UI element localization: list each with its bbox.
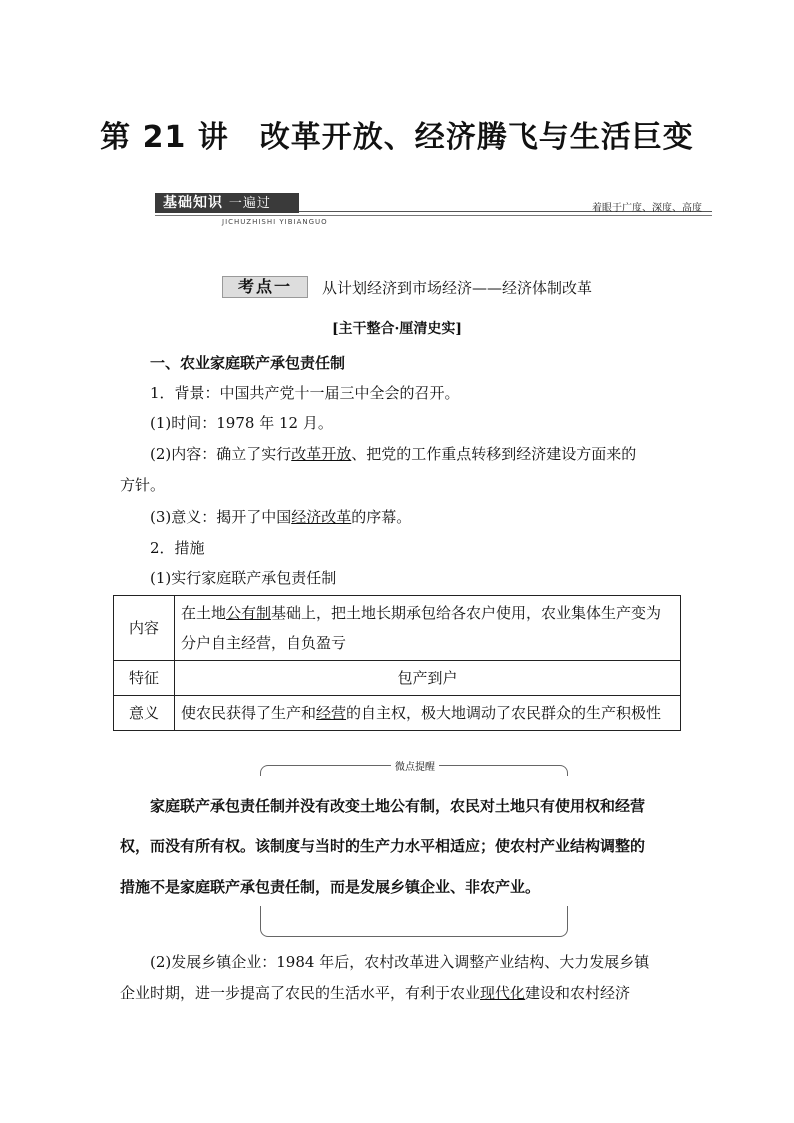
underlined-term: 经济改革 xyxy=(291,508,352,526)
tip-frame-bottom xyxy=(260,906,568,937)
page-title: 第 21 讲 改革开放、经济腾飞与生活巨变 xyxy=(100,120,694,155)
measure-1-title: (1)实行家庭联产承包责任制 xyxy=(150,569,337,587)
measure-2-line2 xyxy=(120,982,630,1003)
tip-line-2: 权，而没有所有权。该制度与当时的生产力水平相适应；使农村产业结构调整的 xyxy=(120,837,646,855)
underlined-term: 现代化 xyxy=(480,984,526,1002)
table-key: 内容 xyxy=(114,596,175,661)
tip-line-1: 家庭联产承包责任制并没有改变土地公有制，农民对土地只有使用权和经营 xyxy=(150,797,646,815)
banner-tag-text-2: 一遍过 xyxy=(228,196,271,211)
table-value xyxy=(175,696,681,731)
measures-title: 2．措施 xyxy=(150,539,205,557)
text-span: 建设和农村经济 xyxy=(525,984,631,1002)
background-content-line2: 方针。 xyxy=(120,476,166,494)
banner-pinyin: JICHUZHISHI YIBIANGUO xyxy=(222,218,328,226)
table-row xyxy=(114,661,681,696)
section-heading-1: 一、农业家庭联产承包责任制 xyxy=(150,354,346,372)
text-span: 在土地 xyxy=(181,604,227,622)
banner-motto: 着眼于广度、深度、高度 xyxy=(592,203,702,214)
table-row xyxy=(114,696,681,731)
background-meaning xyxy=(150,506,411,527)
measure-2-line1: (2)发展乡镇企业：1984 年后，农村改革进入调整产业结构、大力发展乡镇 xyxy=(150,953,650,971)
text-span: 基础上，把土地长期承包给各农户使用，农业集体生产变为分户自主经营，自负盈亏 xyxy=(181,604,662,652)
text-span: 、把党的工作重点转移到经济建设方面来的 xyxy=(351,445,637,463)
table-value: 包产到户 xyxy=(175,661,681,696)
kaodian-tag: 考点一 xyxy=(222,276,308,298)
underlined-term: 经营 xyxy=(316,704,347,722)
background-time: (1)时间：1978 年 12 月。 xyxy=(150,414,333,432)
text-span: 的序幕。 xyxy=(351,508,412,526)
tip-label-text: 微点提醒 xyxy=(391,762,439,773)
measure-table xyxy=(113,595,681,731)
text-span: 企业时期，进一步提高了农民的生活水平，有利于农业 xyxy=(120,984,481,1002)
sub-heading: [主干整合·厘清史实] xyxy=(331,321,463,337)
underlined-term: 改革开放 xyxy=(291,445,352,463)
background-title: 1．背景：中国共产党十一届三中全会的召开。 xyxy=(150,384,460,402)
text-span: 使农民获得了生产和 xyxy=(181,704,317,722)
text-span: 的自主权，极大地调动了农民群众的生产积极性 xyxy=(346,704,662,722)
text-span: (3)意义：揭开了中国 xyxy=(150,508,292,526)
text-span: (2)内容：确立了实行 xyxy=(150,445,292,463)
section-banner-tag xyxy=(155,193,299,213)
kaodian-title: 从计划经济到市场经济——经济体制改革 xyxy=(322,279,593,297)
table-key: 意义 xyxy=(114,696,175,731)
table-row xyxy=(114,596,681,661)
table-value xyxy=(175,596,681,661)
underlined-term: 公有制 xyxy=(226,604,272,622)
banner-tag-text: 基础知识 xyxy=(163,195,223,211)
tip-line-3: 措施不是家庭联产承包责任制，而是发展乡镇企业、非农产业。 xyxy=(120,878,541,896)
background-content-line1 xyxy=(150,443,636,464)
tip-label xyxy=(290,758,540,773)
table-key: 特征 xyxy=(114,661,175,696)
banner-divider-2 xyxy=(155,215,712,216)
